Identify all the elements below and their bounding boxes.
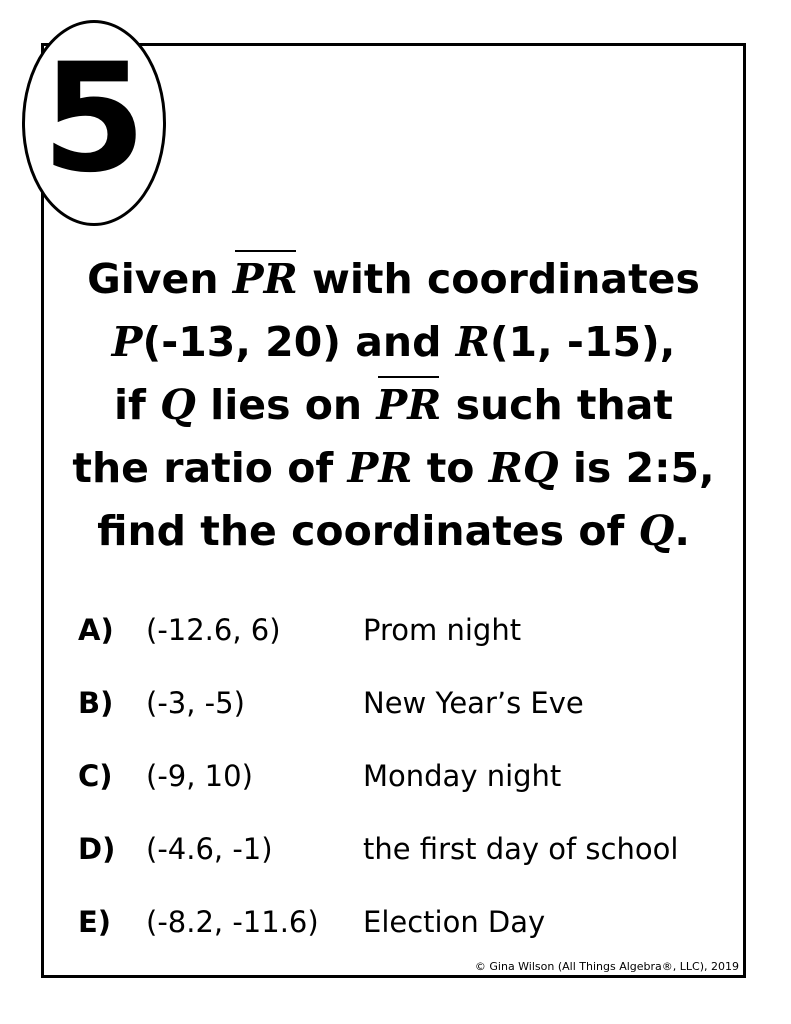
choice-letter: A)	[78, 613, 114, 647]
choice-event: the first day of school	[363, 832, 679, 866]
question-text-part: Given	[87, 255, 233, 303]
question-text-part: lies on	[195, 381, 377, 429]
question-text-part: (-13, 20) and	[142, 318, 456, 366]
point-q: Q	[638, 507, 675, 555]
segment-pr: PR	[233, 248, 298, 311]
choice-letter: E)	[78, 905, 112, 939]
choice-d[interactable]	[78, 824, 728, 874]
question-text-part: (1, -15),	[489, 318, 676, 366]
question-line-2	[41, 311, 746, 374]
question-text-part: if	[114, 381, 161, 429]
question-text-part: to	[412, 444, 489, 492]
question-text-part: such that	[441, 381, 673, 429]
choice-coordinates: (-9, 10)	[146, 759, 253, 793]
point-q: Q	[160, 381, 196, 429]
problem-number: 5	[41, 32, 147, 206]
question-text	[41, 248, 746, 563]
choice-event: Monday night	[363, 759, 562, 793]
choice-event: Prom night	[363, 613, 522, 647]
choice-e[interactable]	[78, 897, 728, 947]
question-line-1	[41, 248, 746, 311]
choice-a[interactable]	[78, 605, 728, 655]
question-line-4	[41, 437, 746, 500]
copyright-notice: © Gina Wilson (All Things Algebra®, LLC), 2019	[474, 960, 739, 973]
question-line-5	[41, 500, 746, 563]
choice-letter: C)	[78, 759, 113, 793]
question-text-part: with coordinates	[297, 255, 700, 303]
question-line-3	[41, 374, 746, 437]
choice-letter: D)	[78, 832, 116, 866]
question-text-part: .	[674, 507, 690, 555]
question-text-part: find the coordinates of	[97, 507, 639, 555]
choice-coordinates: (-12.6, 6)	[146, 613, 281, 647]
choice-coordinates: (-4.6, -1)	[146, 832, 273, 866]
choice-event: New Year’s Eve	[363, 686, 584, 720]
choice-coordinates: (-8.2, -11.6)	[146, 905, 319, 939]
variable-pr: PR	[347, 444, 413, 492]
point-r: R	[455, 318, 490, 366]
variable-rq: RQ	[488, 444, 559, 492]
segment-pr: PR	[376, 374, 441, 437]
choice-c[interactable]	[78, 751, 728, 801]
question-text-part: the ratio of	[72, 444, 348, 492]
choice-letter: B)	[78, 686, 114, 720]
choice-b[interactable]	[78, 678, 728, 728]
choice-event: Election Day	[363, 905, 546, 939]
question-text-part: is 2:5,	[558, 444, 715, 492]
choice-coordinates: (-3, -5)	[146, 686, 245, 720]
point-p: P	[111, 318, 143, 366]
